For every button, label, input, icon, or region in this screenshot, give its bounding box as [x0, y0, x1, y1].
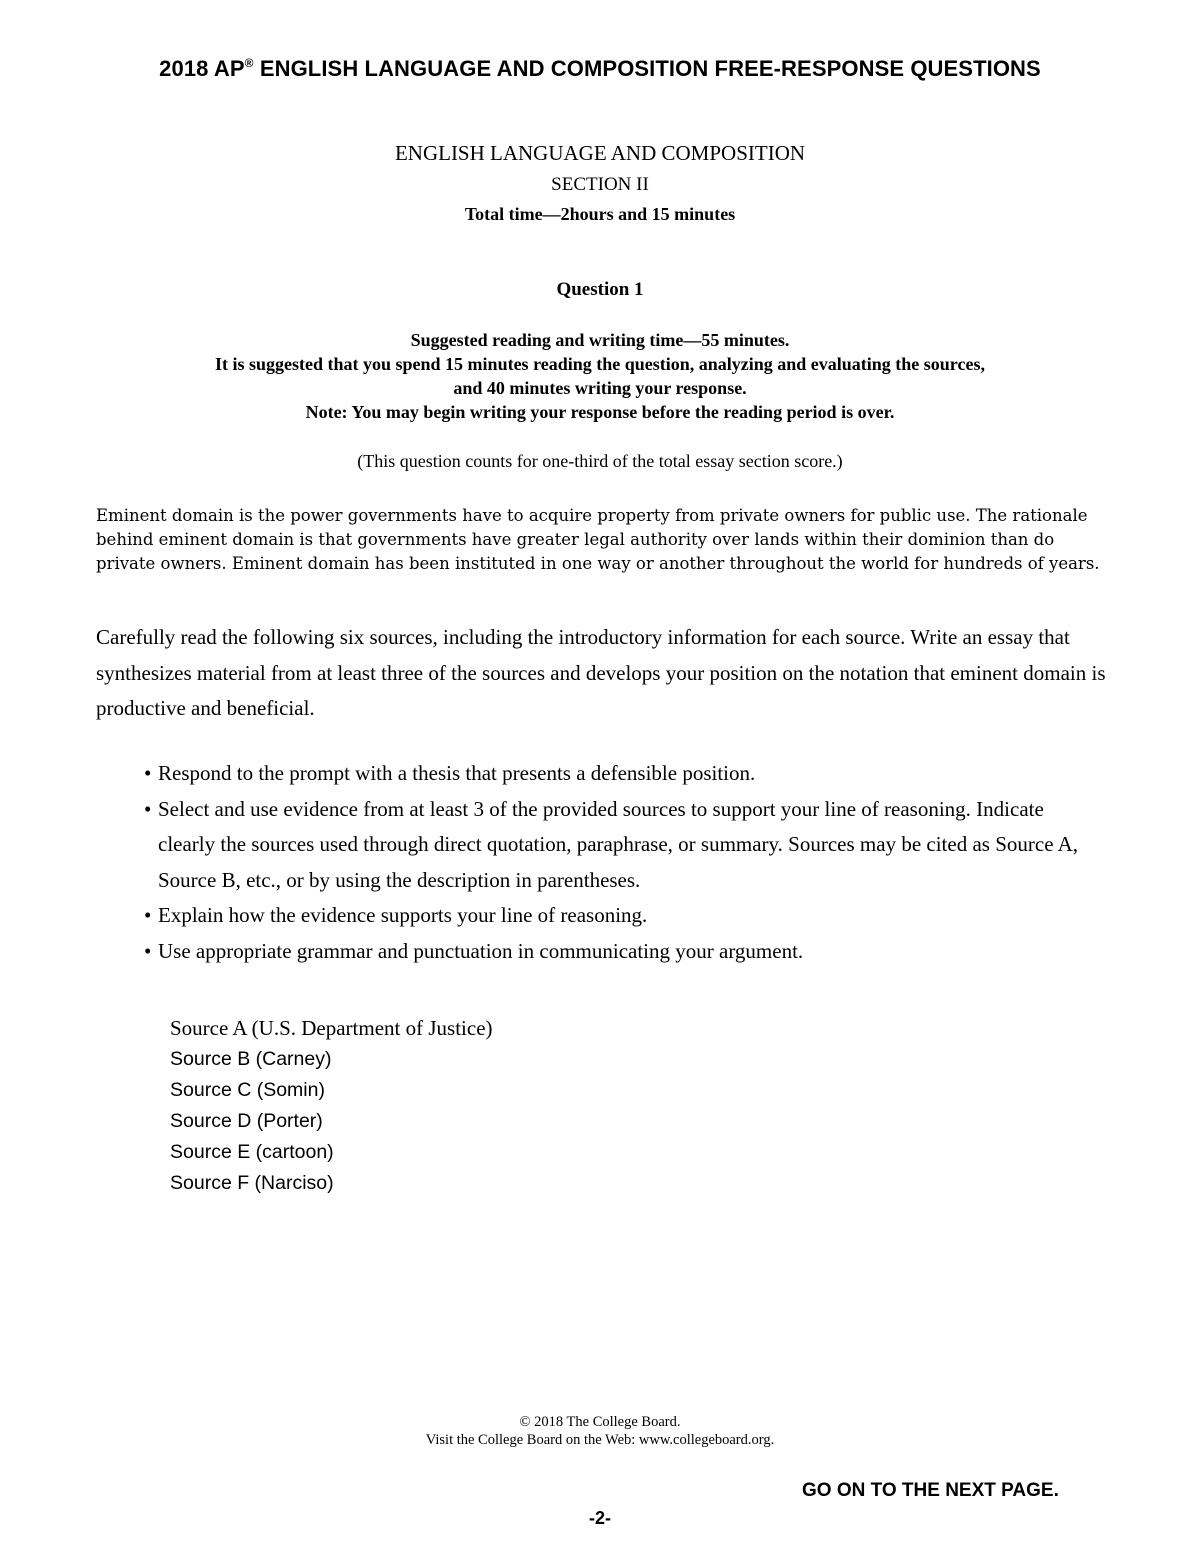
source-item: Source D (Porter) [170, 1110, 323, 1132]
source-list [170, 1013, 493, 1199]
list-item [144, 756, 1094, 792]
instruction-line: Note: You may begin writing your response before the reading period is over. [305, 402, 895, 422]
source-item: Source B (Carney) [170, 1048, 332, 1070]
essay-prompt: Carefully read the following six sources, including the introductory information for each source. Write an essay that synthesizes material from at least three of the sources and develops your position on the notation that eminent domain is productive and beneficial. [96, 625, 1106, 720]
list-item-text: Select and use evidence from at least 3 of the provided sources to support your line of reasoning. Indicate clearly the sources used through direct quotation, paraphrase, or summary. Sources may be cited as Source A, Source B, etc., or by using the description in parentheses. [158, 796, 1079, 892]
list-item [144, 898, 1094, 934]
go-on-notice: GO ON TO THE NEXT PAGE. [802, 1480, 1059, 1501]
intro-paragraph: Eminent domain is the power governments have to acquire property from private owners for public use. The rationale behind eminent domain is that governments have greater legal authority over lands within their dominion than do private owners. Eminent domain has been instituted in one way or another throughout the world for hundreds of years. [96, 506, 1100, 573]
header-title: ENGLISH LANGUAGE AND COMPOSITION FREE-RESPONSE QUESTIONS [253, 56, 1041, 81]
list-item-text: Respond to the prompt with a thesis that presents a defensible position. [158, 761, 756, 785]
bullet-icon: • [144, 796, 152, 821]
instruction-line: Suggested reading and writing time—55 minutes. [410, 330, 790, 350]
source-item: Source F (Narciso) [170, 1172, 334, 1194]
website-line: Visit the College Board on the Web: www.collegeboard.org. [425, 1432, 775, 1448]
list-item-text: Explain how the evidence supports your line of reasoning. [158, 903, 648, 927]
list-item-text: Use appropriate grammar and punctuation in communicating your argument. [158, 938, 804, 963]
question-instructions [0, 328, 1200, 424]
score-weight-note: (This question counts for one-third of the total essay section score.) [357, 451, 843, 471]
total-time: Total time—2hours and 15 minutes [464, 204, 736, 224]
section-label: SECTION II [551, 174, 649, 195]
source-item: Source E (cartoon) [170, 1141, 334, 1163]
page-number: -2- [589, 1508, 611, 1528]
list-item [144, 934, 1094, 970]
bullet-icon: • [144, 903, 152, 927]
question-label: Question 1 [556, 279, 644, 300]
bullet-icon: • [144, 761, 152, 785]
registered-mark: ® [244, 56, 254, 70]
source-item: Source A (U.S. Department of Justice) [170, 1016, 493, 1040]
requirements-list [144, 756, 1094, 969]
header-prefix: 2018 AP [159, 56, 245, 81]
copyright-line: © 2018 The College Board. [519, 1414, 681, 1430]
source-item: Source C (Somin) [170, 1079, 325, 1101]
exam-title: ENGLISH LANGUAGE AND COMPOSITION [394, 141, 806, 165]
bullet-icon: • [144, 938, 152, 963]
footer-copyright [0, 1413, 1200, 1449]
instruction-line: and 40 minutes writing your response. [453, 378, 747, 398]
instruction-line: It is suggested that you spend 15 minutes reading the question, analyzing and evaluating the sources, [215, 354, 985, 374]
list-item [144, 792, 1094, 899]
page-header [0, 56, 1200, 82]
